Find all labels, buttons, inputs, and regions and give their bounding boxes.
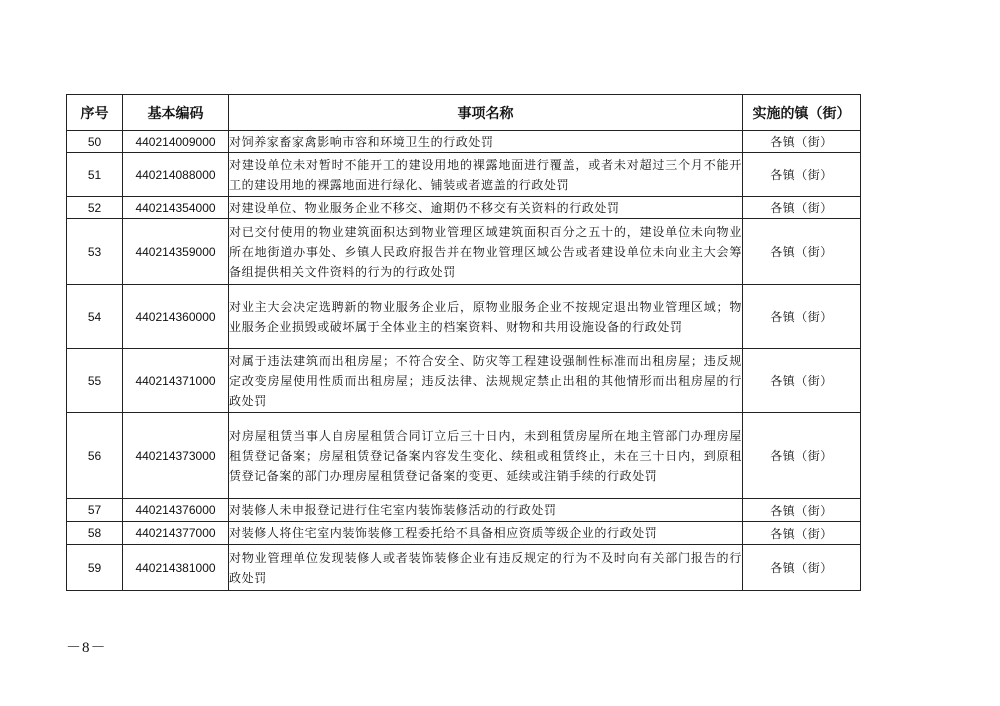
items-table bbox=[66, 94, 861, 591]
row-seq: 59 bbox=[67, 545, 123, 591]
table-row bbox=[67, 153, 861, 197]
page-number: －8－ bbox=[66, 640, 107, 656]
row-code: 440214376000 bbox=[123, 499, 229, 522]
row-name: 对装修人未申报登记进行住宅室内装饰装修活动的行政处罚 bbox=[229, 499, 743, 522]
table-row bbox=[67, 131, 861, 153]
row-code: 440214377000 bbox=[123, 522, 229, 545]
row-code: 440214371000 bbox=[123, 349, 229, 413]
table-row bbox=[67, 197, 861, 219]
row-seq: 56 bbox=[67, 413, 123, 499]
header-town: 实施的镇（街） bbox=[743, 95, 861, 131]
row-name: 对物业管理单位发现装修人或者装饰装修企业有违反规定的行为不及时向有关部门报告的行政处罚 bbox=[229, 545, 743, 591]
row-seq: 53 bbox=[67, 219, 123, 285]
row-code: 440214009000 bbox=[123, 131, 229, 153]
row-seq: 51 bbox=[67, 153, 123, 197]
row-seq: 58 bbox=[67, 522, 123, 545]
row-seq: 57 bbox=[67, 499, 123, 522]
row-town: 各镇（街） bbox=[743, 545, 861, 591]
row-name: 对属于违法建筑而出租房屋；不符合安全、防灾等工程建设强制性标准而出租房屋；违反规定改变房屋使用性质而出租房屋；违反法律、法规规定禁止出租的其他情形而出租房屋的行政处罚 bbox=[229, 349, 743, 413]
row-code: 440214088000 bbox=[123, 153, 229, 197]
row-name: 对建设单位未对暂时不能开工的建设用地的裸露地面进行覆盖，或者未对超过三个月不能开工的建设用地的裸露地面进行绿化、铺装或者遮盖的行政处罚 bbox=[229, 153, 743, 197]
row-code: 440214381000 bbox=[123, 545, 229, 591]
table-header-row bbox=[67, 95, 861, 131]
row-code: 440214354000 bbox=[123, 197, 229, 219]
row-seq: 54 bbox=[67, 285, 123, 349]
table-row bbox=[67, 413, 861, 499]
row-town: 各镇（街） bbox=[743, 413, 861, 499]
table-row bbox=[67, 219, 861, 285]
row-name: 对饲养家畜家禽影响市容和环境卫生的行政处罚 bbox=[229, 131, 743, 153]
header-seq: 序号 bbox=[67, 95, 123, 131]
table-row bbox=[67, 499, 861, 522]
row-code: 440214360000 bbox=[123, 285, 229, 349]
row-town: 各镇（街） bbox=[743, 285, 861, 349]
table-row bbox=[67, 349, 861, 413]
row-name: 对已交付使用的物业建筑面积达到物业管理区域建筑面积百分之五十的，建设单位未向物业所在地街道办事处、乡镇人民政府报告并在物业管理区域公告或者建设单位未向业主大会筹备组提供相关文件资料的行为的行政处罚 bbox=[229, 219, 743, 285]
header-name: 事项名称 bbox=[229, 95, 743, 131]
row-code: 440214373000 bbox=[123, 413, 229, 499]
row-seq: 55 bbox=[67, 349, 123, 413]
row-code: 440214359000 bbox=[123, 219, 229, 285]
row-seq: 52 bbox=[67, 197, 123, 219]
row-town: 各镇（街） bbox=[743, 522, 861, 545]
table-row bbox=[67, 522, 861, 545]
row-town: 各镇（街） bbox=[743, 499, 861, 522]
header-code: 基本编码 bbox=[123, 95, 229, 131]
table-row bbox=[67, 285, 861, 349]
table-row bbox=[67, 545, 861, 591]
row-name: 对装修人将住宅室内装饰装修工程委托给不具备相应资质等级企业的行政处罚 bbox=[229, 522, 743, 545]
row-name: 对建设单位、物业服务企业不移交、逾期仍不移交有关资料的行政处罚 bbox=[229, 197, 743, 219]
row-town: 各镇（街） bbox=[743, 153, 861, 197]
row-name: 对业主大会决定选聘新的物业服务企业后，原物业服务企业不按规定退出物业管理区域；物业服务企业损毁或破坏属于全体业主的档案资料、财物和共用设施设备的行政处罚 bbox=[229, 285, 743, 349]
row-town: 各镇（街） bbox=[743, 349, 861, 413]
row-town: 各镇（街） bbox=[743, 131, 861, 153]
row-town: 各镇（街） bbox=[743, 197, 861, 219]
row-seq: 50 bbox=[67, 131, 123, 153]
row-name: 对房屋租赁当事人自房屋租赁合同订立后三十日内，未到租赁房屋所在地主管部门办理房屋租赁登记备案；房屋租赁登记备案内容发生变化、续租或租赁终止，未在三十日内，到原租赁登记备案的部门办理房屋租赁登记备案的变更、延续或注销手续的行政处罚 bbox=[229, 413, 743, 499]
row-town: 各镇（街） bbox=[743, 219, 861, 285]
